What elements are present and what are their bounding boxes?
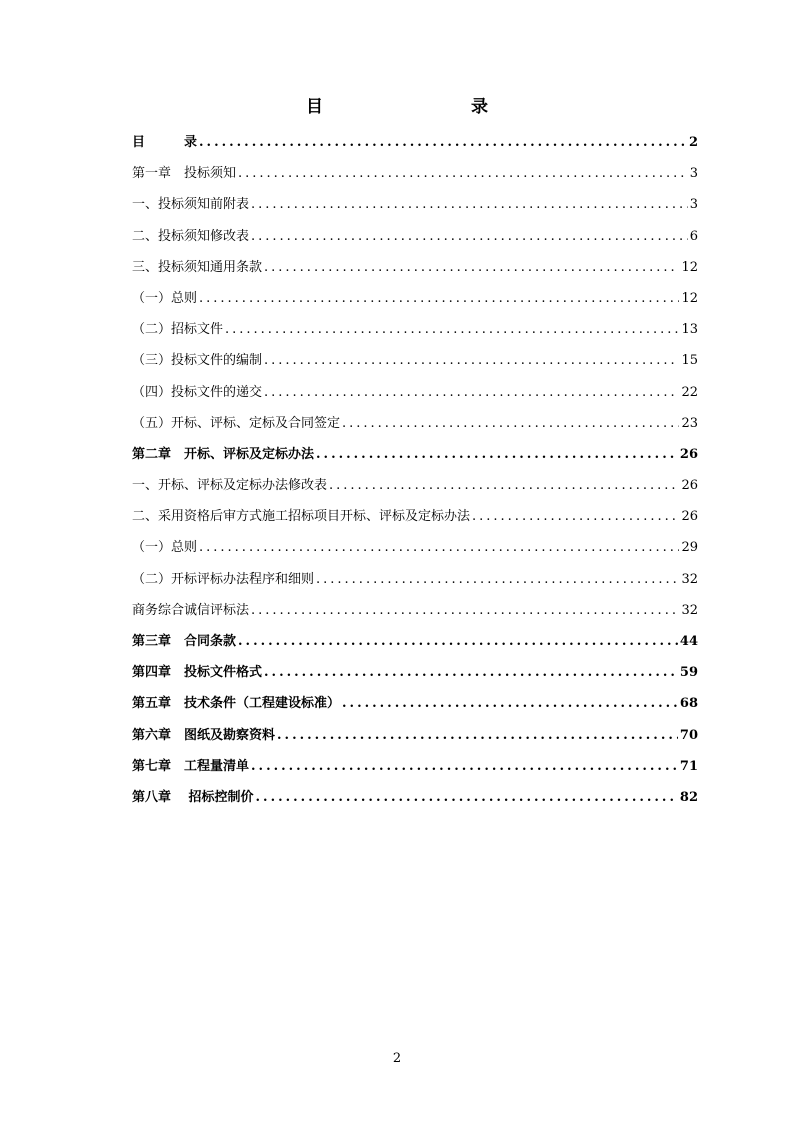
dot-leader	[316, 572, 679, 587]
toc-entry-page: 13	[681, 322, 698, 338]
toc-entry-page: 2	[688, 135, 698, 150]
toc-entry[interactable]	[132, 536, 698, 567]
dot-leader	[238, 634, 678, 649]
dot-leader	[251, 759, 678, 774]
dot-leader	[238, 166, 688, 181]
toc-entry-page: 26	[681, 509, 698, 525]
toc-entry[interactable]	[132, 412, 698, 443]
toc-entry-page: 32	[681, 602, 698, 618]
toc-entry-label: 目 录	[132, 135, 198, 150]
toc-entry-page: 6	[689, 228, 698, 244]
toc-entry-label: 商务综合诚信评标法	[132, 602, 250, 618]
toc-entry-label: 第五章 技术条件（工程建设标准）	[132, 696, 341, 712]
toc-entry[interactable]	[132, 724, 698, 755]
dot-leader	[342, 696, 678, 711]
toc-entry[interactable]	[132, 474, 698, 505]
toc-entry-label: 第一章 投标须知	[132, 166, 237, 182]
toc-entry-label: 三、投标须知通用条款	[132, 259, 263, 275]
toc-entry-label: （四）投标文件的递交	[132, 384, 263, 400]
dot-leader	[199, 291, 679, 306]
dot-leader	[199, 540, 679, 555]
toc-entry-page: 23	[681, 415, 698, 431]
toc-entry[interactable]	[132, 131, 698, 162]
toc-entry[interactable]	[132, 443, 698, 474]
toc-entry-page: 26	[679, 446, 698, 462]
dot-leader	[251, 603, 679, 618]
toc-entry-label: 第七章 工程量清单	[132, 758, 250, 774]
toc-entry[interactable]	[132, 661, 698, 692]
toc-entry-label: 第二章 开标、评标及定标办法	[132, 446, 315, 462]
toc-entry-label: 二、投标须知修改表	[132, 228, 250, 244]
dot-leader	[264, 385, 679, 400]
toc-entry-label: 一、投标须知前附表	[132, 197, 250, 213]
toc-entry[interactable]	[132, 505, 698, 536]
page-number: 2	[392, 1051, 402, 1066]
table-of-contents	[132, 131, 698, 817]
dot-leader	[251, 197, 688, 212]
toc-entry-label: 二、采用资格后审方式施工招标项目开标、评标及定标办法	[132, 509, 471, 525]
toc-entry[interactable]	[132, 162, 698, 193]
dot-leader	[264, 353, 679, 368]
toc-entry-label: （三）投标文件的编制	[132, 353, 263, 369]
toc-entry[interactable]	[132, 381, 698, 412]
dot-leader	[264, 260, 679, 275]
dot-leader	[251, 229, 688, 244]
toc-entry[interactable]	[132, 287, 698, 318]
toc-entry-page: 26	[681, 478, 698, 494]
dot-leader	[256, 790, 678, 805]
toc-entry-page: 12	[681, 259, 698, 275]
dot-leader	[264, 665, 678, 680]
toc-entry-page: 82	[679, 789, 698, 805]
toc-entry-page: 12	[681, 290, 698, 306]
toc-entry-label: （一）总则	[132, 290, 198, 306]
toc-entry[interactable]	[132, 630, 698, 661]
dot-leader	[342, 416, 679, 431]
toc-entry-label: （一）总则	[132, 540, 198, 556]
toc-entry-page: 71	[679, 758, 698, 774]
dot-leader	[329, 478, 679, 493]
toc-entry-label: （二）招标文件	[132, 322, 224, 338]
dot-leader	[199, 135, 687, 150]
toc-entry-page: 3	[689, 197, 698, 213]
toc-entry-page: 70	[679, 727, 698, 743]
toc-entry[interactable]	[132, 755, 698, 786]
toc-entry-label: （五）开标、评标、定标及合同签定	[132, 415, 341, 431]
toc-entry-page: 15	[681, 353, 698, 369]
toc-entry-page: 3	[689, 166, 698, 182]
toc-entry-page: 32	[681, 571, 698, 587]
toc-entry[interactable]	[132, 193, 698, 224]
dot-leader	[316, 447, 678, 462]
toc-entry-label: 第八章 招标控制价	[132, 789, 254, 805]
dot-leader	[472, 509, 679, 524]
toc-entry[interactable]	[132, 318, 698, 349]
toc-entry-page: 59	[679, 665, 698, 681]
toc-entry[interactable]	[132, 692, 698, 723]
toc-title: 目 录	[306, 97, 526, 117]
toc-entry-label: 第三章 合同条款	[132, 634, 237, 649]
toc-entry-page: 68	[679, 696, 698, 712]
toc-entry-page: 22	[681, 384, 698, 400]
toc-entry-label: 第六章 图纸及勘察资料	[132, 727, 276, 743]
dot-leader	[277, 728, 678, 743]
dot-leader	[225, 322, 679, 337]
toc-entry-page: 29	[681, 540, 698, 556]
toc-entry[interactable]	[132, 349, 698, 380]
toc-entry-label: （二）开标评标办法程序和细则	[132, 571, 315, 587]
toc-entry-page: 44	[679, 634, 698, 649]
toc-entry[interactable]	[132, 568, 698, 599]
toc-entry[interactable]	[132, 599, 698, 630]
toc-entry[interactable]	[132, 786, 698, 817]
toc-entry-label: 第四章 投标文件格式	[132, 665, 263, 681]
toc-entry[interactable]	[132, 225, 698, 256]
toc-entry[interactable]	[132, 256, 698, 287]
toc-entry-label: 一、开标、评标及定标办法修改表	[132, 478, 328, 494]
